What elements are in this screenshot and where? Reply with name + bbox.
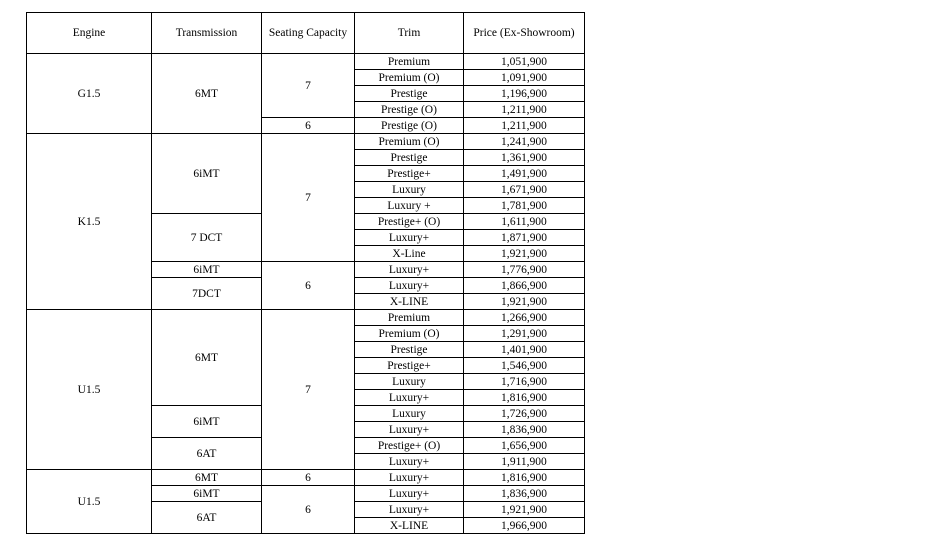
trim-cell: Luxury xyxy=(355,406,464,422)
trim-cell: Prestige (O) xyxy=(355,102,464,118)
seating-cell: 6 xyxy=(262,486,355,534)
price-cell: 1,911,900 xyxy=(464,454,585,470)
trim-cell: Luxury xyxy=(355,182,464,198)
trim-cell: X-LINE xyxy=(355,294,464,310)
price-cell: 1,291,900 xyxy=(464,326,585,342)
trim-cell: Premium (O) xyxy=(355,134,464,150)
engine-cell: U1.5 xyxy=(27,310,152,470)
trim-cell: Luxury+ xyxy=(355,486,464,502)
trim-cell: Luxury+ xyxy=(355,470,464,486)
header-trim: Trim xyxy=(355,13,464,54)
price-cell: 1,671,900 xyxy=(464,182,585,198)
seating-cell: 7 xyxy=(262,310,355,470)
price-cell: 1,836,900 xyxy=(464,422,585,438)
trim-cell: Prestige xyxy=(355,86,464,102)
price-cell: 1,051,900 xyxy=(464,54,585,70)
price-cell: 1,836,900 xyxy=(464,486,585,502)
transmission-cell: 6iMT xyxy=(152,262,262,278)
price-cell: 1,361,900 xyxy=(464,150,585,166)
transmission-cell: 6iMT xyxy=(152,406,262,438)
transmission-cell: 6iMT xyxy=(152,134,262,214)
price-cell: 1,966,900 xyxy=(464,518,585,534)
price-cell: 1,091,900 xyxy=(464,70,585,86)
trim-cell: Luxury+ xyxy=(355,422,464,438)
table-row xyxy=(27,54,585,70)
price-cell: 1,546,900 xyxy=(464,358,585,374)
trim-cell: Prestige+ xyxy=(355,166,464,182)
engine-cell: U1.5 xyxy=(27,470,152,534)
trim-cell: Prestige+ (O) xyxy=(355,438,464,454)
trim-cell: Prestige xyxy=(355,342,464,358)
header-seating-capacity: Seating Capacity xyxy=(262,13,355,54)
trim-cell: Premium xyxy=(355,310,464,326)
seating-cell: 7 xyxy=(262,54,355,118)
table-row xyxy=(27,134,585,150)
seating-cell: 6 xyxy=(262,262,355,310)
table-body xyxy=(27,54,585,534)
transmission-cell: 6AT xyxy=(152,502,262,534)
header-engine: Engine xyxy=(27,13,152,54)
price-cell: 1,211,900 xyxy=(464,118,585,134)
price-cell: 1,211,900 xyxy=(464,102,585,118)
price-cell: 1,816,900 xyxy=(464,390,585,406)
table-row xyxy=(27,310,585,326)
price-cell: 1,921,900 xyxy=(464,246,585,262)
engine-cell: G1.5 xyxy=(27,54,152,134)
trim-cell: Prestige+ (O) xyxy=(355,214,464,230)
trim-cell: Luxury+ xyxy=(355,502,464,518)
price-cell: 1,491,900 xyxy=(464,166,585,182)
trim-cell: Luxury+ xyxy=(355,390,464,406)
trim-cell: Prestige (O) xyxy=(355,118,464,134)
transmission-cell: 6iMT xyxy=(152,486,262,502)
price-cell: 1,726,900 xyxy=(464,406,585,422)
price-cell: 1,401,900 xyxy=(464,342,585,358)
trim-cell: Premium xyxy=(355,54,464,70)
price-cell: 1,921,900 xyxy=(464,502,585,518)
transmission-cell: 7 DCT xyxy=(152,214,262,262)
trim-cell: Luxury + xyxy=(355,198,464,214)
price-cell: 1,611,900 xyxy=(464,214,585,230)
trim-cell: X-LINE xyxy=(355,518,464,534)
seating-cell: 6 xyxy=(262,470,355,486)
seating-cell: 7 xyxy=(262,134,355,262)
price-cell: 1,656,900 xyxy=(464,438,585,454)
trim-cell: Luxury xyxy=(355,374,464,390)
price-table xyxy=(26,12,585,534)
price-cell: 1,776,900 xyxy=(464,262,585,278)
table-header xyxy=(27,13,585,54)
header-row xyxy=(27,13,585,54)
price-cell: 1,921,900 xyxy=(464,294,585,310)
transmission-cell: 6AT xyxy=(152,438,262,470)
trim-cell: Prestige+ xyxy=(355,358,464,374)
header-transmission: Transmission xyxy=(152,13,262,54)
trim-cell: Luxury+ xyxy=(355,230,464,246)
price-cell: 1,266,900 xyxy=(464,310,585,326)
transmission-cell: 7DCT xyxy=(152,278,262,310)
price-cell: 1,871,900 xyxy=(464,230,585,246)
table-row xyxy=(27,470,585,486)
trim-cell: Luxury+ xyxy=(355,278,464,294)
transmission-cell: 6MT xyxy=(152,310,262,406)
trim-cell: Premium (O) xyxy=(355,326,464,342)
trim-cell: Luxury+ xyxy=(355,454,464,470)
transmission-cell: 6MT xyxy=(152,54,262,134)
price-cell: 1,781,900 xyxy=(464,198,585,214)
seating-cell: 6 xyxy=(262,118,355,134)
price-cell: 1,196,900 xyxy=(464,86,585,102)
trim-cell: X-Line xyxy=(355,246,464,262)
trim-cell: Prestige xyxy=(355,150,464,166)
price-cell: 1,716,900 xyxy=(464,374,585,390)
trim-cell: Premium (O) xyxy=(355,70,464,86)
price-cell: 1,816,900 xyxy=(464,470,585,486)
price-cell: 1,866,900 xyxy=(464,278,585,294)
header-price: Price (Ex-Showroom) xyxy=(464,13,585,54)
transmission-cell: 6MT xyxy=(152,470,262,486)
engine-cell: K1.5 xyxy=(27,134,152,310)
trim-cell: Luxury+ xyxy=(355,262,464,278)
price-cell: 1,241,900 xyxy=(464,134,585,150)
